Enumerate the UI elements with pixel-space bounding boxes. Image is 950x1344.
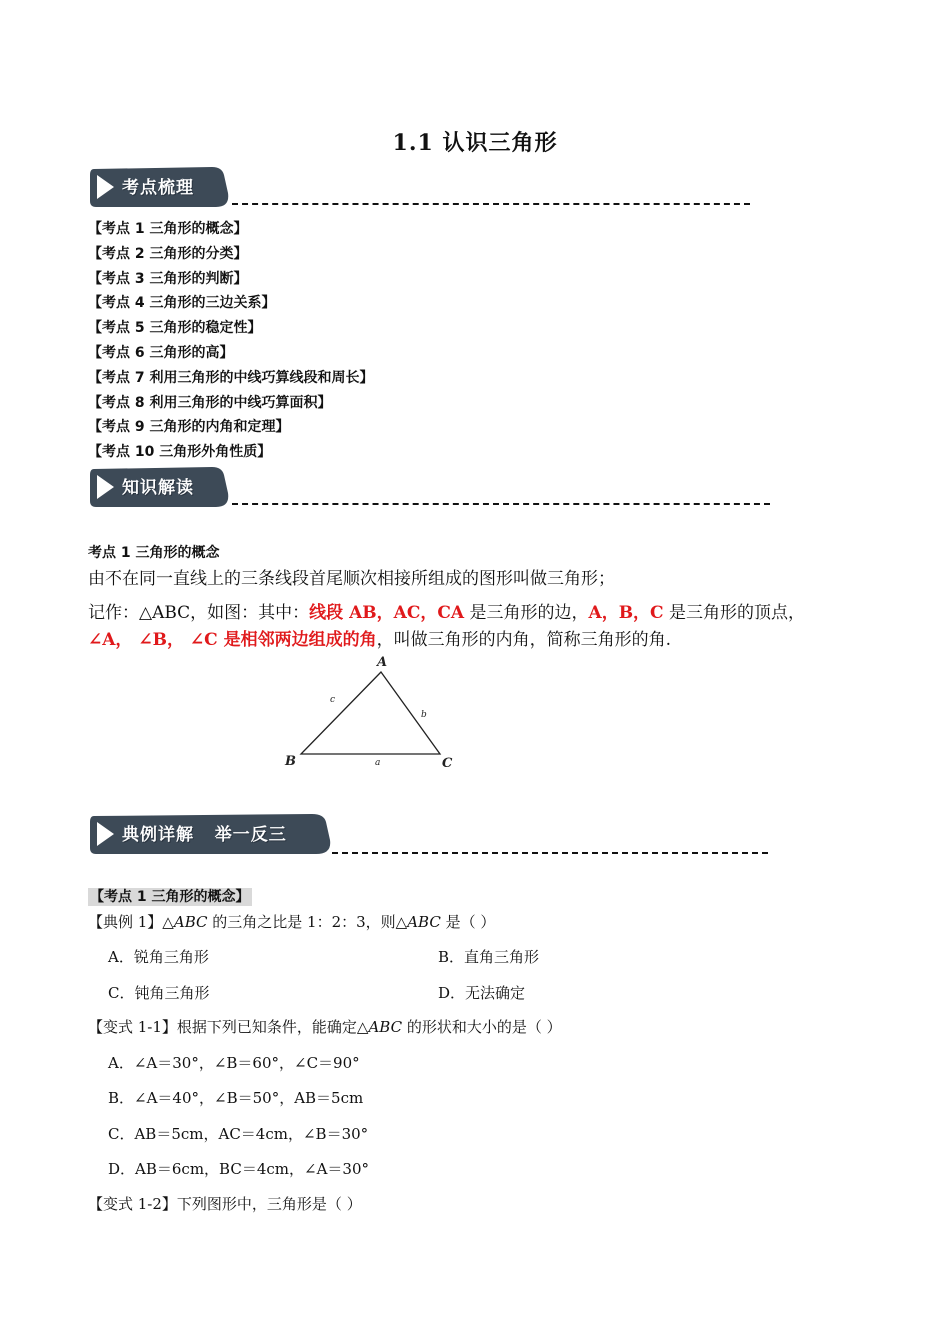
section-banner-examples (88, 812, 338, 856)
topic-item: 【考点 3 三角形的判断】 (88, 270, 248, 287)
banner-label-outline: 考点梳理 (122, 178, 194, 198)
notation-line (88, 599, 805, 627)
vertex-label-b: B (285, 754, 296, 769)
vertex-label-a: A (377, 655, 388, 670)
topic-item: 【考点 7 利用三角形的中线巧算线段和周长】 (88, 369, 374, 386)
topic-item: 【考点 2 三角形的分类】 (88, 245, 248, 262)
variant-1-1-option-b: B．∠A＝40°，∠B＝50°，AB＝5cm (108, 1089, 364, 1107)
angles-text: ，叫做三角形的内角，简称三角形的角. (376, 630, 671, 650)
side-label-c: c (330, 695, 336, 705)
variant-1-1-option-d: D．AB＝6cm，BC＝4cm，∠A＝30° (108, 1160, 369, 1178)
topic-item: 【考点 6 三角形的高】 (88, 344, 234, 361)
topic-list (88, 217, 374, 465)
variant-1-1-option-a: A．∠A＝30°，∠B＝60°，∠C＝90° (108, 1054, 360, 1072)
topic-item: 【考点 9 三角形的内角和定理】 (88, 419, 290, 436)
variant-1-1-question: 【变式 1-1】根据下列已知条件，能确定△ABC 的形状和大小的是（ ） (88, 1018, 562, 1036)
vertices-highlight: A，B，C (588, 603, 664, 623)
example-1-question: 【典例 1】△ABC 的三角之比是 1：2：3，则△ABC 是（ ） (88, 913, 496, 931)
definition-text: 由不在同一直线上的三条线段首尾顺次相接所组成的图形叫做三角形； (88, 569, 615, 589)
banner-label-knowledge: 知识解读 (122, 478, 194, 498)
triangle-figure (278, 648, 468, 776)
example-1-option-a: A．锐角三角形 (108, 948, 209, 966)
example-1-option-c: C．钝角三角形 (108, 984, 210, 1002)
example-topic (88, 886, 252, 906)
variant-1-2-question: 【变式 1-2】下列图形中，三角形是（ ） (88, 1195, 362, 1213)
side-label-b: b (421, 710, 427, 720)
divider (232, 503, 770, 505)
triangle-shape (301, 672, 440, 754)
example-1-option-d: D．无法确定 (438, 984, 526, 1002)
divider (332, 852, 768, 854)
variant-1-1-option-c: C．AB＝5cm，AC＝4cm，∠B＝30° (108, 1125, 369, 1143)
topic-item: 【考点 8 利用三角形的中线巧算面积】 (88, 394, 332, 411)
section-banner-knowledge (88, 465, 238, 509)
sides-highlight: 线段 AB，AC，CA (309, 603, 465, 623)
angles-highlight: ∠A， ∠B， ∠C 是相邻两边组成的角 (88, 630, 377, 650)
notation-text: 是三角形的顶点， (663, 603, 805, 623)
example-1-option-b: B．直角三角形 (438, 948, 540, 966)
divider (232, 203, 750, 205)
side-label-a: a (375, 758, 381, 768)
knowledge-heading: 考点 1 三角形的概念 (88, 545, 220, 561)
page-title: 1.1 认识三角形 (392, 130, 558, 156)
topic-item: 【考点 4 三角形的三边关系】 (88, 295, 276, 312)
notation-text: 记作：△ABC，如图：其中： (88, 603, 310, 623)
banner-label-examples: 典例详解 举一反三 (122, 825, 287, 845)
example-topic-label: 【考点 1 三角形的概念】 (90, 889, 250, 905)
notation-text: 是三角形的边， (464, 603, 589, 623)
vertex-label-c: C (442, 756, 453, 771)
topic-item: 【考点 1 三角形的概念】 (88, 221, 248, 237)
topic-item: 【考点 10 三角形外角性质】 (88, 444, 272, 461)
section-banner-outline (88, 165, 238, 209)
topic-item: 【考点 5 三角形的稳定性】 (88, 320, 262, 337)
